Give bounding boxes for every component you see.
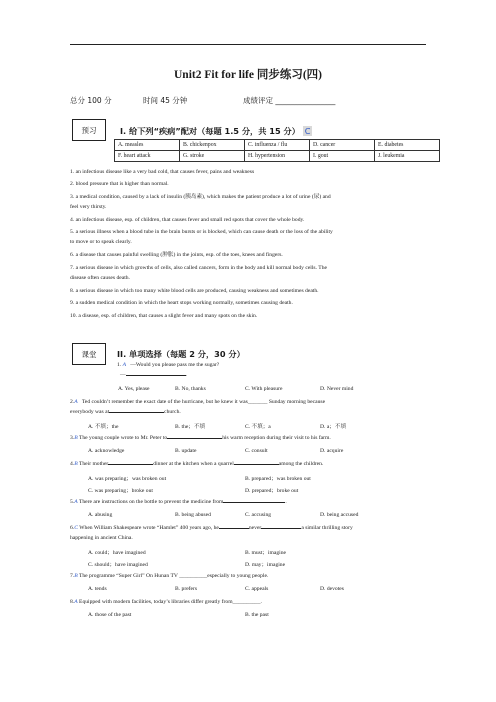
answer-blank bbox=[126, 375, 186, 376]
option: D. devotes bbox=[320, 586, 344, 592]
question-answer: A bbox=[122, 362, 127, 368]
definition-item: 6. a disease that causes painful swelling (肿胀) in the joints, esp. of the toes, knees and fingers. bbox=[70, 252, 283, 258]
question-answer: B bbox=[74, 573, 78, 579]
definition-item: 5. a serious illness when a blood tube in the brain bursts or is blocked, which can cause death or the loss of the ability bbox=[70, 229, 333, 235]
option: D. acquire bbox=[320, 448, 344, 454]
question-answer: A bbox=[74, 599, 78, 605]
option: D. prepared；broke out bbox=[245, 488, 299, 494]
definition-item: 2. blood pressure that is higher than normal. bbox=[70, 181, 169, 187]
question-stem: The programme “Super Girl” On Hunan TV __________especially to young people. bbox=[78, 573, 269, 579]
definition-item: 1. an infectious disease like a very bad cold, that causes fever, pains and weakness bbox=[70, 169, 255, 175]
question-stem: Ted couldn’t remember the exact date of the hurricane, but he knew it was_______ Sunday morning because bbox=[81, 399, 326, 405]
question-stem-part: a similar thrilling story bbox=[301, 525, 353, 531]
question-answer: B bbox=[74, 435, 78, 441]
answer-blank bbox=[108, 464, 153, 465]
option: C. was preparing；broke out bbox=[88, 488, 153, 494]
question-stem-part: among the children. bbox=[278, 461, 324, 467]
question-answer: C bbox=[74, 525, 78, 531]
options-row-2 bbox=[115, 151, 440, 162]
option-cell: F. heart attack bbox=[115, 151, 180, 162]
option-cell: J. leukemia bbox=[375, 151, 440, 162]
question-1-line2 bbox=[120, 372, 187, 378]
option: D. may；imagine bbox=[245, 562, 286, 568]
question-number: 7. bbox=[70, 573, 75, 579]
question-3 bbox=[70, 435, 331, 441]
section2-heading: II. 单项选择（每题 2 分，30 分） bbox=[117, 349, 245, 359]
question-stem-part: never bbox=[248, 525, 262, 531]
question-stem-part: everybody was at bbox=[70, 409, 110, 415]
section1-tag: 预习 bbox=[72, 119, 106, 141]
option: B. must；imagine bbox=[245, 550, 287, 556]
option-cell: E. diabetes bbox=[375, 140, 440, 151]
option: A. abusing bbox=[88, 512, 113, 518]
option: C. consult bbox=[245, 448, 268, 454]
question-number: 5. bbox=[70, 499, 75, 505]
question-stem: When William Shakespeare wrote “Hamlet” 400 years ago, he bbox=[79, 525, 219, 531]
question-6-line2: happening in ancient China. bbox=[70, 535, 133, 541]
option: C. 不填；a bbox=[245, 424, 271, 430]
option: C. accusing bbox=[245, 512, 272, 518]
question-stem: Their mother bbox=[78, 461, 109, 467]
question-answer: B bbox=[74, 461, 78, 467]
question-number: 4. bbox=[70, 461, 75, 467]
question-7 bbox=[70, 573, 268, 579]
definition-item: to move or to speak clearly. bbox=[70, 239, 132, 245]
definition-item: 4. an infectious disease, esp. of children, that causes fever and small red spots that cover the whole body. bbox=[70, 217, 305, 223]
option: A. tends bbox=[88, 586, 107, 592]
question-answer: A bbox=[74, 399, 78, 405]
question-8 bbox=[70, 599, 262, 605]
section1-heading-text: I. 给下列“疾病”配对（每题 1.5 分，共 15 分） bbox=[120, 126, 300, 136]
option: D. Never mind bbox=[320, 386, 354, 392]
question-stem-part: his warm reception during their visit to his farm. bbox=[222, 435, 331, 441]
question-number: 2. bbox=[70, 399, 75, 405]
question-number: 3. bbox=[70, 435, 75, 441]
question-1 bbox=[117, 362, 219, 368]
option: A. was preparing；was broken out bbox=[88, 476, 167, 482]
answer-blank bbox=[167, 438, 222, 439]
answer-blank bbox=[219, 528, 249, 529]
question-4 bbox=[70, 461, 323, 467]
definition-item: 3. a medical condition, caused by a lack of insulin (胰岛素), which makes the patient produce a lot of urine (尿) and bbox=[70, 194, 331, 200]
question-5 bbox=[70, 499, 287, 505]
disease-options-table bbox=[114, 139, 440, 162]
option: D. a；不填 bbox=[320, 424, 347, 430]
grade-field: 成绩评定 ________________ bbox=[243, 96, 336, 105]
definition-item: 10. a disease, esp. of children, that causes a slight fever and many spots on the skin. bbox=[70, 313, 258, 319]
section2-tag: 课堂 bbox=[72, 343, 106, 365]
option: C. should；have imagined bbox=[88, 562, 148, 568]
option: A. acknowledge bbox=[88, 448, 125, 454]
question-number: 6. bbox=[70, 525, 75, 531]
page-title: Unit2 Fit for life 同步练习(四) bbox=[174, 69, 322, 81]
definition-item: disease often causes death. bbox=[70, 275, 130, 281]
option: A. could；have imagined bbox=[88, 550, 146, 556]
option-cell: A. measles bbox=[115, 140, 180, 151]
option: B. prefers bbox=[175, 586, 198, 592]
option: C. appeals bbox=[245, 586, 269, 592]
option: D. being accused bbox=[320, 512, 359, 518]
option: A. those of the past bbox=[88, 612, 132, 618]
definition-item: 9. a sudden medical condition in which the heart stops working normally, sometimes causing death. bbox=[70, 300, 293, 306]
definition-item: feel very thirsty. bbox=[70, 204, 107, 210]
question-stem-part: . bbox=[285, 499, 287, 505]
option: B. No, thanks bbox=[175, 386, 206, 392]
section1-heading bbox=[120, 126, 312, 137]
answer-blank bbox=[234, 464, 279, 465]
option-cell: B. chickenpox bbox=[180, 140, 245, 151]
question-stem: Equipped with modern facilities, today’s libraries differ greatly from__________. bbox=[79, 599, 262, 605]
question-stem-part: — bbox=[120, 372, 126, 378]
answer-blank bbox=[223, 502, 285, 503]
option: A. Yes, please bbox=[118, 386, 150, 392]
definition-item: 8. a serious disease in which too many white blood cells are produced, causing weakness and sometimes death. bbox=[70, 288, 319, 294]
time-limit: 时间 45 分钟 bbox=[143, 96, 188, 105]
option: B. the past bbox=[245, 612, 269, 618]
definition-item: 7. a serious disease in which growths of cells, also called cancers, form in the body and kill normal body cells. The bbox=[70, 265, 327, 271]
option-cell: I. gout bbox=[310, 151, 375, 162]
option: B. prepared；was broken out bbox=[245, 476, 311, 482]
answer-blank bbox=[261, 528, 301, 529]
question-2 bbox=[70, 399, 325, 405]
question-number: 1. bbox=[117, 362, 122, 368]
option-cell: G. stroke bbox=[180, 151, 245, 162]
options-row-1 bbox=[115, 140, 440, 151]
option: A. 不填；the bbox=[88, 424, 119, 430]
question-answer: A bbox=[74, 499, 78, 505]
question-stem: The young couple wrote to Mr. Peter to bbox=[78, 435, 168, 441]
option-cell: C. influenza / flu bbox=[245, 140, 310, 151]
section1-answer: C bbox=[304, 126, 311, 136]
question-stem-part: church. bbox=[164, 409, 181, 415]
question-6 bbox=[70, 525, 353, 531]
total-score: 总分 100 分 bbox=[70, 96, 112, 105]
option-cell: D. cancer bbox=[310, 140, 375, 151]
option: C. With pleasure bbox=[245, 386, 283, 392]
answer-blank bbox=[109, 412, 164, 413]
question-stem-part: dinner at the kitchen when a quarrel bbox=[153, 461, 234, 467]
option: B. the；不填 bbox=[175, 424, 206, 430]
question-stem-part: . bbox=[185, 372, 187, 378]
option: B. being abused bbox=[175, 512, 211, 518]
question-number: 8. bbox=[70, 599, 75, 605]
option: B. update bbox=[175, 448, 197, 454]
question-2-line2 bbox=[70, 409, 181, 415]
option-cell: H. hypertension bbox=[245, 151, 310, 162]
question-stem: —Would you please pass me the sugar? bbox=[130, 362, 220, 368]
top-rule bbox=[70, 44, 426, 45]
question-stem: There are instructions on the bottle to prevent the medicine from bbox=[78, 499, 224, 505]
